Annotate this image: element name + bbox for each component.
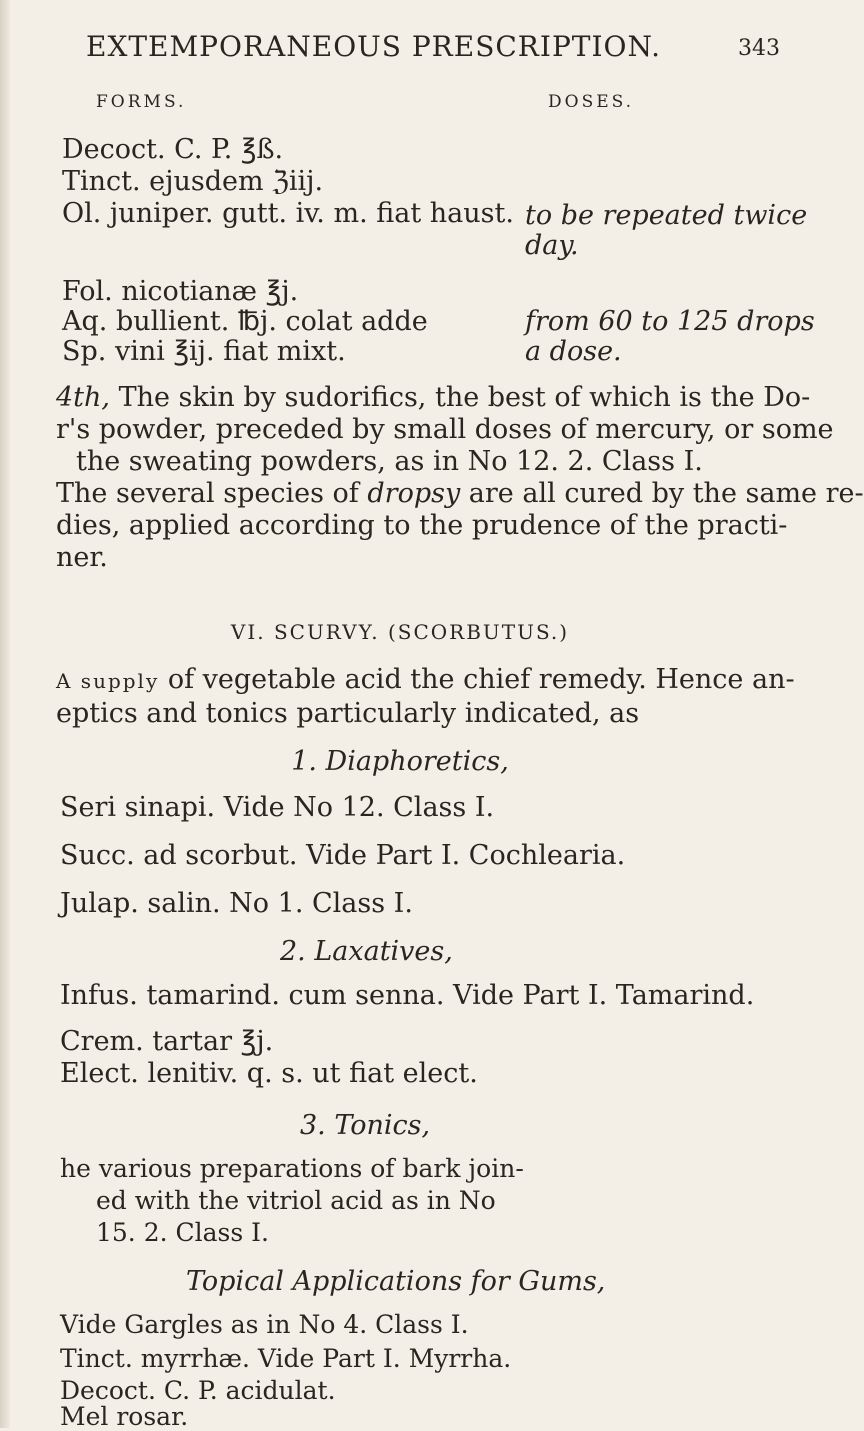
formula-line: Aq. bullient. ℔j. colat adde [62,306,428,337]
paragraph-line: dies, applied according to the prudence of the practi- [56,510,788,541]
formula-line: Fol. nicotianæ ℥j. [62,276,299,307]
dose-line: from 60 to 125 drops [525,306,815,337]
list-item: Tinct. myrrhæ. Vide Part I. Myrrha. [60,1344,512,1373]
paragraph-line: r's powder, preceded by small doses of mercury, or some [56,414,834,445]
paragraph-line: The several species of dropsy are all cured by the same re- [56,478,864,509]
formula-line: Decoct. C. P. ℥ß. [62,134,284,165]
dose-line: a dose. [525,336,622,367]
running-header: EXTEMPORANEOUS PRESCRIPTION. [86,30,662,63]
formula-line: Sp. vini ℥ij. fiat mixt. [62,336,346,367]
dose-line: day. [525,230,579,261]
paragraph-line: ner. [56,542,108,573]
paragraph-line: eptics and tonics particularly indicated, as [56,698,640,729]
subsection-heading: Topical Applications for Gums, [186,1266,606,1297]
page-number: 343 [738,36,780,61]
list-item: Decoct. C. P. acidulat. [60,1376,336,1405]
list-item: Julap. salin. No 1. Class I. [60,888,413,919]
list-item: Succ. ad scorbut. Vide Part I. Cochlearia. [60,840,626,871]
paragraph-line: 4th, The skin by sudorifics, the best of which is the Do- [56,382,811,413]
paragraph-line: A supply of vegetable acid the chief remedy. Hence an- [56,664,795,695]
paragraph-line: ed with the vitriol acid as in No [96,1186,496,1215]
formula-line: Tinct. ejusdem ℨiij. [62,166,324,197]
section-heading: VI. SCURVY. (SCORBUTUS.) [230,620,570,644]
list-item: Elect. lenitiv. q. s. ut fiat elect. [60,1058,478,1089]
paragraph-line: he various preparations of bark join- [60,1154,524,1183]
subsection-heading: 2. Laxatives, [280,936,453,967]
paragraph-line: the sweating powders, as in No 12. 2. Class I. [76,446,703,477]
list-item: Infus. tamarind. cum senna. Vide Part I. Tamarind. [60,980,755,1011]
list-item: Mel rosar. [60,1402,189,1431]
column-heading-forms: FORMS. [96,92,187,112]
column-heading-doses: DOSES. [548,92,635,112]
list-item: Crem. tartar ℥j. [60,1026,274,1057]
list-item: Vide Gargles as in No 4. Class I. [60,1310,469,1339]
subsection-heading: 3. Tonics, [300,1110,431,1141]
page-binding-edge [0,0,10,1428]
subsection-heading: 1. Diaphoretics, [291,746,509,777]
list-item: Seri sinapi. Vide No 12. Class I. [60,792,495,823]
formula-line: Ol. juniper. gutt. iv. m. fiat haust. [62,198,514,229]
paragraph-line: 15. 2. Class I. [96,1218,269,1247]
dose-line: to be repeated twice [525,200,808,231]
